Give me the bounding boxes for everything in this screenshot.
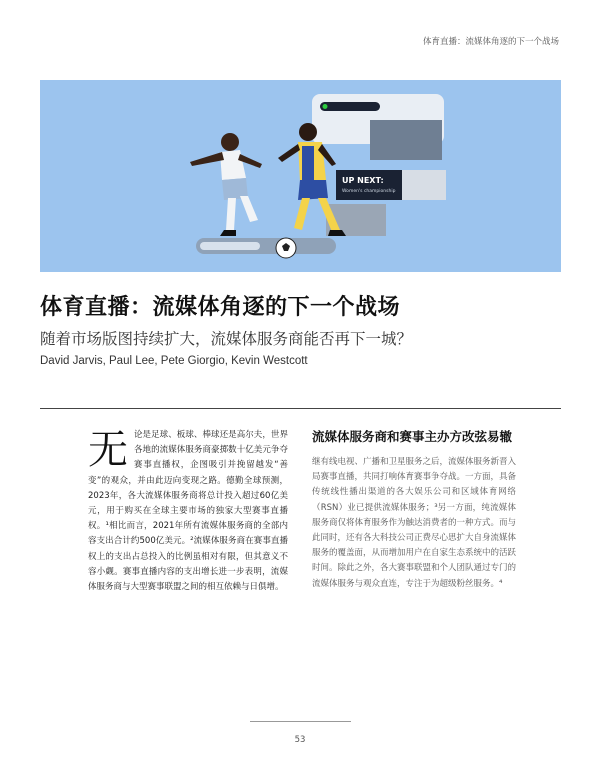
ui-search-pill bbox=[320, 102, 380, 111]
article-title: 体育直播：流媒体角逐的下一个战场 bbox=[40, 295, 401, 320]
soccer-ball-icon bbox=[276, 238, 296, 258]
ui-side-panel bbox=[402, 170, 446, 200]
overlay-subtitle: Women's championship bbox=[342, 189, 396, 194]
right-body-text: 继有线电视、广播和卫星服务之后，流媒体服务新晋入局赛事直播，共同打响体育赛事争夺战。一方面，具备传统线性播出渠道的各大娱乐公司和区域体育网络（RSN）业已提供流媒体服务；³另一方面，纯流媒体服务商仅将体育服务作为触达消费者的一种方式。而与此同时，还有各大科技公司正费尽心思扩大自身流媒体服务的覆盖面，从而增加用户在自家生态系统中的活跃时间。除此之外，各大赛事联盟和个人团队通过专门的流媒体服务与观众直连，专注于为超级粉丝服务。⁴ bbox=[312, 457, 517, 589]
running-header: 体育直播：流媒体角逐的下一个战场 bbox=[422, 37, 559, 47]
page-number: 53 bbox=[294, 735, 306, 745]
ui-overlay-card bbox=[336, 170, 402, 200]
left-column bbox=[88, 428, 288, 595]
player-white-kit bbox=[190, 133, 262, 236]
ui-progress bbox=[200, 242, 260, 250]
left-body-text: 论是足球、板球、棒球还是高尔夫，世界各地的流媒体服务商豪掷数十亿美元争夺赛事直播权，企图吸引并挽留越发“善变”的观众，并由此迈向变现之路。德勤全球预测，2023年，各大流媒体服务商将总计投入超过60亿美元，用于购买在全球主要市场的独家大型赛事直播权。¹相比而言，2021年所有流媒体服务商的全部内容支出合计约500亿美元。²流媒体服务商在赛事直播权上的支出占总投入的比例虽相对有限，但其意义不容小觑。赛事直播内容的支出增长进一步表明，流媒体服务商与大型赛事联盟之间的相互依赖与日俱增。 bbox=[88, 430, 288, 593]
ui-stadium-thumb bbox=[370, 120, 442, 160]
right-heading: 流媒体服务商和赛事主办方改弦易辙 bbox=[312, 429, 513, 444]
soccer-players-illustration bbox=[40, 80, 561, 272]
right-column bbox=[312, 428, 516, 592]
overlay-title: UP NEXT: bbox=[342, 176, 384, 185]
article-authors: David Jarvis, Paul Lee, Pete Giorgio, Kevin Westcott bbox=[40, 355, 308, 367]
drop-cap: 无 bbox=[88, 427, 128, 473]
article-subtitle: 随着市场版图持续扩大，流媒体服务商能否再下一城？ bbox=[40, 330, 413, 348]
footer-divider bbox=[250, 721, 351, 722]
section-divider bbox=[40, 408, 561, 409]
status-dot-icon bbox=[323, 104, 328, 109]
hero-image bbox=[40, 80, 561, 272]
